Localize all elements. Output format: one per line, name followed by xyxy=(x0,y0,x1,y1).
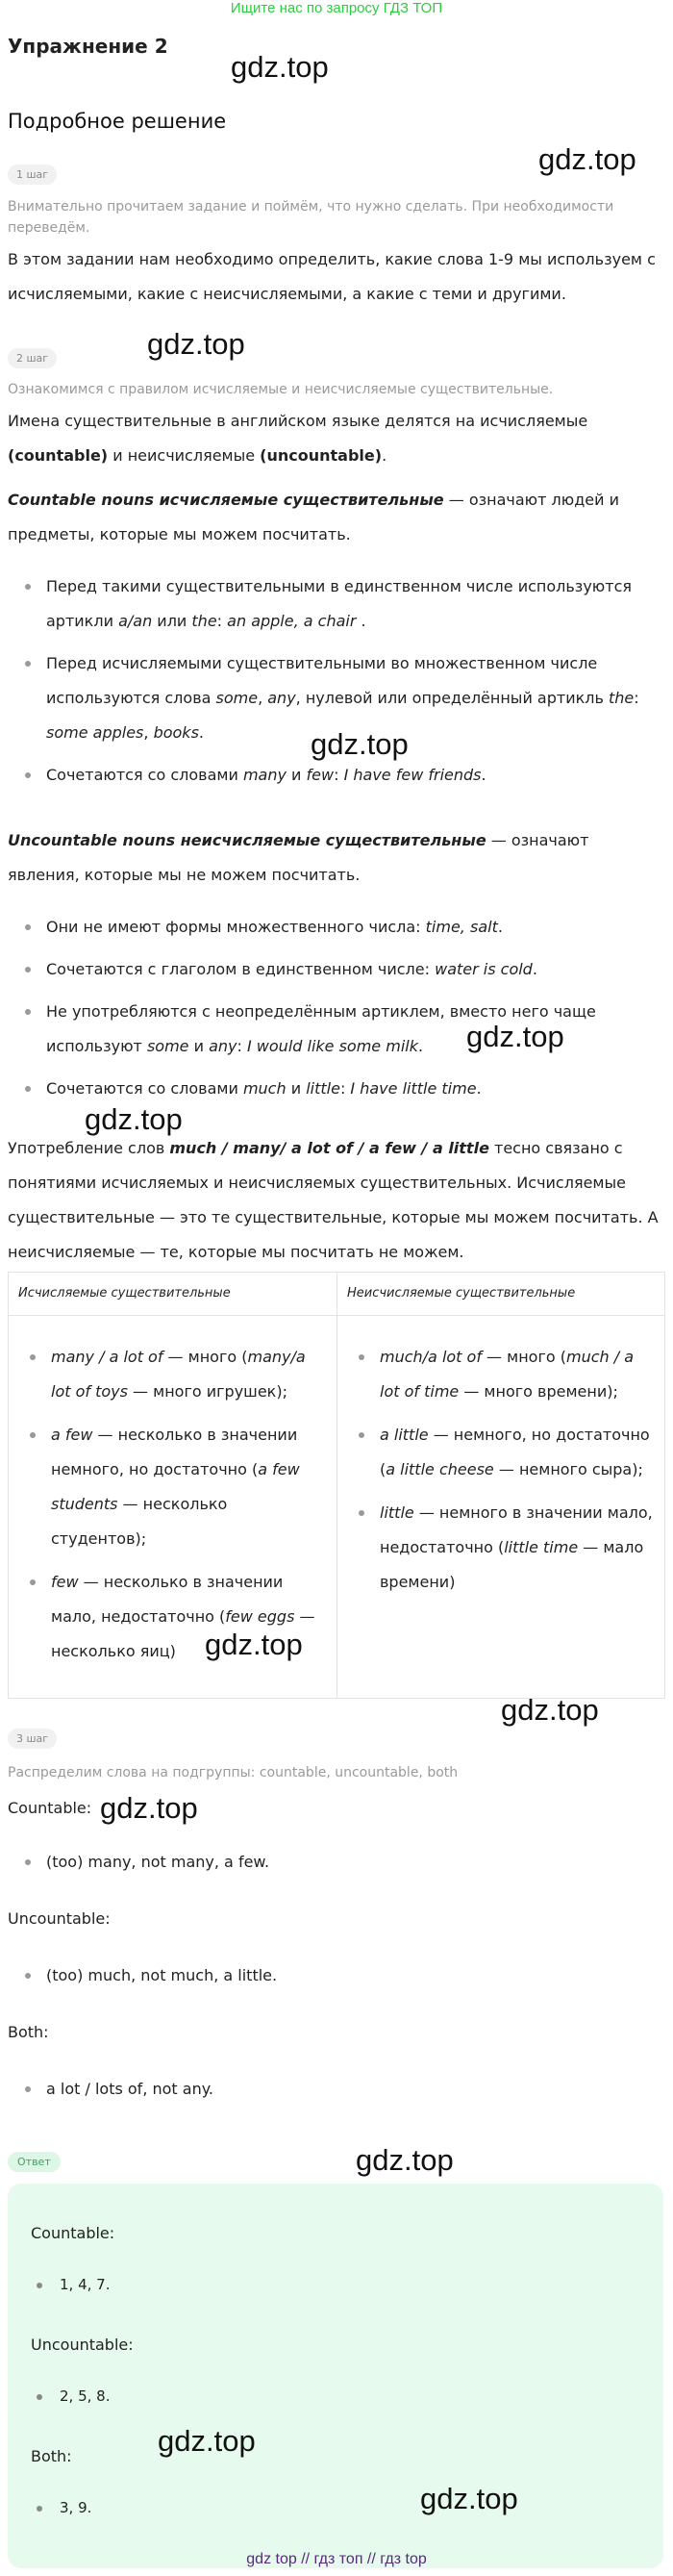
list-item: little — немного в значении мало, недостаточно (little time — мало времени) xyxy=(337,1496,655,1600)
watermark: gdz.top xyxy=(466,1020,564,1053)
bullet-icon xyxy=(25,2086,31,2092)
bullet-icon xyxy=(25,1086,31,1092)
watermark: gdz.top xyxy=(85,1102,183,1136)
section-heading: Подробное решение xyxy=(8,110,227,133)
bullet-icon xyxy=(30,1579,36,1585)
bullet-icon xyxy=(25,1009,31,1015)
text: . xyxy=(382,446,387,465)
both-label: Both: xyxy=(8,2023,49,2041)
term: Uncountable nouns неисчисляемые существительные xyxy=(8,831,486,849)
top-banner[interactable]: Ищите нас по запросу ГДЗ ТОП xyxy=(230,0,443,16)
watermark: gdz.top xyxy=(538,142,636,176)
uncountable-words xyxy=(8,1958,665,1993)
text: тесно связано с понятиями исчисляемых и неисчисляемых существительных. Исчисляемые существительные — это те существительные, которые мы можем посчитать. А неисчисляемые — те, которые мы посчитать не можем. xyxy=(8,1139,659,1261)
answer-countable-label: Countable: xyxy=(31,2224,115,2242)
bullet-icon xyxy=(37,2283,42,2288)
watermark: gdz.top xyxy=(100,1791,198,1825)
step-badge: 1 шаг xyxy=(8,164,57,185)
watermark: gdz.top xyxy=(420,2482,518,2515)
step-intro: Распределим слова на подгруппы: countable, uncountable, both xyxy=(8,1765,459,1780)
comparison-table xyxy=(8,1272,665,1699)
step-intro: Внимательно прочитаем задание и поймём, что нужно сделать. При необходимости переведём. xyxy=(8,199,614,236)
bullet-icon xyxy=(359,1354,364,1360)
list-item: Перед исчисляемыми существительными во множественном числе используются слова some, any, нулевой или определённый артикль the: some apples, books. xyxy=(8,646,665,750)
list-item: Перед такими существительными в единственном числе используются артикли a/an или the: an apple, a chair . xyxy=(8,569,665,639)
bullet-icon xyxy=(25,584,31,590)
list-item: a little — немного, но достаточно (a little cheese — немного сыра); xyxy=(337,1418,655,1487)
list-item: Сочетаются с глаголом в единственном числе: water is cold. xyxy=(8,952,665,987)
bullet-icon xyxy=(25,1973,31,1979)
bullet-icon xyxy=(25,967,31,972)
watermark: gdz.top xyxy=(231,50,329,84)
answer-box xyxy=(8,2184,663,2568)
watermark: gdz.top xyxy=(356,2143,454,2177)
list-item: many / a lot of — много (many/a lot of toys — много игрушек); xyxy=(9,1340,326,1409)
countable-label: Countable: xyxy=(8,1799,92,1817)
answer-uncountable-label: Uncountable: xyxy=(31,2336,134,2354)
list-item: few — несколько в значении мало, недостаточно (few eggs — несколько яиц) xyxy=(9,1565,326,1669)
text: — означают явления, которые мы не можем посчитать. xyxy=(8,831,589,884)
text: Имена существительные в английском языке делятся на исчисляемые xyxy=(8,412,588,430)
text: и неисчисляемые xyxy=(108,446,261,465)
list-item: much/a lot of — много (much / a lot of time — много времени); xyxy=(337,1340,655,1409)
bullet-icon xyxy=(30,1432,36,1438)
uncountable-label: Uncountable: xyxy=(8,1909,111,1928)
answer-both-value: 3, 9. xyxy=(37,2499,91,2516)
bullet-icon xyxy=(25,661,31,667)
bullet-icon xyxy=(25,772,31,778)
watermark: gdz.top xyxy=(205,1628,303,1661)
list-item: (too) many, not many, a few. xyxy=(8,1845,665,1880)
bullet-icon xyxy=(25,924,31,930)
bullet-icon xyxy=(25,1859,31,1865)
watermark: gdz.top xyxy=(311,727,409,761)
list-item: Они не имеют формы множественного числа: time, salt. xyxy=(8,910,665,945)
bullet-icon xyxy=(30,1354,36,1360)
term: Countable nouns исчисляемые существительные xyxy=(8,491,444,509)
table-header-countable: Исчисляемые существительные xyxy=(9,1273,336,1316)
term: much / many/ a lot of / a few / a little xyxy=(169,1139,489,1157)
countable-words xyxy=(8,1845,665,1880)
step-intro: Ознакомимся с правилом исчисляемые и неисчисляемые существительные. xyxy=(8,382,554,397)
footer-links[interactable]: gdz top // гдз топ // гдз top xyxy=(246,2551,427,2567)
answer-uncountable-value: 2, 5, 8. xyxy=(37,2387,110,2405)
list-item: Сочетаются со словами much и little: I have little time. xyxy=(8,1072,665,1106)
list-item: Сочетаются со словами many и few: I have few friends. xyxy=(8,758,665,793)
table-cell-uncountable xyxy=(337,1340,655,1608)
bullet-icon xyxy=(359,1432,364,1438)
table-header-uncountable: Неисчисляемые существительные xyxy=(337,1273,664,1316)
page-title: Упражнение 2 xyxy=(8,35,168,58)
list-item: a few — несколько в значении немного, но достаточно (a few students — несколько студентов); xyxy=(9,1418,326,1556)
text: — означают людей и предметы, которые мы можем посчитать. xyxy=(8,491,620,543)
text-bold: (countable) xyxy=(8,446,109,465)
answer-countable-value: 1, 4, 7. xyxy=(37,2276,110,2293)
uncountable-definition xyxy=(8,823,665,893)
uncountable-rules-list xyxy=(8,910,665,1106)
step-text: В этом задании нам необходимо определить, какие слова 1-9 мы используем с исчисляемыми, какие с неисчисляемыми, а какие с теми и другими. xyxy=(8,250,656,303)
both-words xyxy=(8,2072,665,2107)
bullet-icon xyxy=(37,2394,42,2400)
list-item: Не употребляются с неопределённым артиклем, вместо него чаще используют some и any: I would like some milk. xyxy=(8,995,665,1064)
rule-intro xyxy=(8,404,665,473)
text: Употребление слов xyxy=(8,1139,170,1157)
countable-definition xyxy=(8,483,665,552)
step-badge: 2 шаг xyxy=(8,348,57,368)
watermark: gdz.top xyxy=(147,327,245,361)
text-bold: (uncountable) xyxy=(260,446,383,465)
bullet-icon xyxy=(359,1510,364,1516)
watermark: gdz.top xyxy=(501,1693,599,1727)
watermark: gdz.top xyxy=(158,2424,256,2458)
list-item: a lot / lots of, not any. xyxy=(8,2072,665,2107)
answer-badge: Ответ xyxy=(8,2152,61,2172)
bullet-icon xyxy=(37,2506,42,2512)
step-badge: 3 шаг xyxy=(8,1729,57,1749)
answer-both-label: Both: xyxy=(31,2447,72,2465)
list-item: (too) much, not much, a little. xyxy=(8,1958,665,1993)
usage-paragraph xyxy=(8,1131,665,1270)
